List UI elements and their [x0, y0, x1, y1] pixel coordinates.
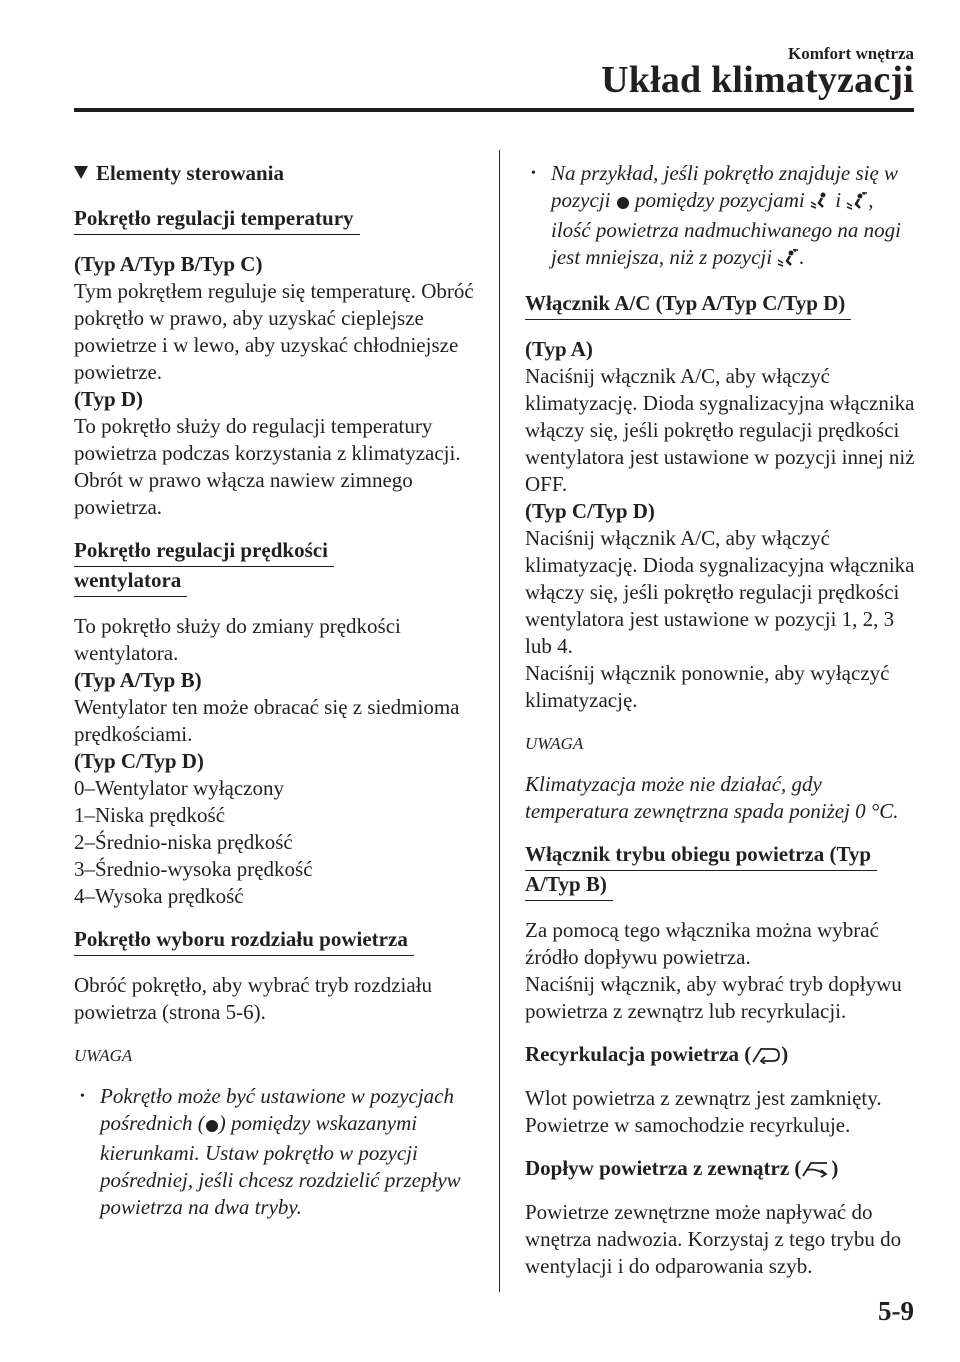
ac-type-cd-text2: Naciśnij włącznik ponownie, aby wyłączyć klimatyzację. [525, 661, 890, 712]
fan-type-ab-text: Wentylator ten może obracać się z siedmioma prędkościami. [74, 695, 460, 746]
temp-type-d-text: To pokrętło służy do regulacji temperatury powietrza podczas korzystania z klimatyzacji. Obrót w prawo włącza nawiew zimnego powietrza. [74, 414, 461, 519]
note-label: UWAGA [525, 734, 584, 753]
outside-mode-text: Powietrze zewnętrzne może napływać do wnętrza nadwozia. Korzystaj z tego trybu do wentylacji i do odparowania szyb. [525, 1200, 902, 1278]
recirc-mode-text: Wlot powietrza z zewnątrz jest zamknięty. Powietrze w samochodzie recyrkuluje. [525, 1086, 882, 1137]
page-number: 5-9 [878, 1296, 914, 1326]
feet-airflow-icon [810, 190, 830, 217]
recirc-heading: Włącznik trybu obiegu powietrza (Typ A/Typ B) [525, 841, 917, 917]
note-label: UWAGA [74, 1046, 133, 1065]
bullet-dot-icon: • [80, 1089, 85, 1104]
ac-type-cd-text: Naciśnij włącznik A/C, aby włączyć klimatyzację. Dioda sygnalizacyjna włącznika włączy się, jeśli pokrętło regulacji prędkości wentylatora jest ustawione w pozycji 1, 2, 3 lub 4. [525, 526, 915, 658]
left-column [74, 160, 474, 1221]
page-title: Układ klimatyzacji [601, 59, 914, 101]
fan-type-cd: (Typ C/Typ D) [74, 749, 204, 773]
column-divider [499, 150, 500, 1292]
temp-type-d: (Typ D) [74, 387, 144, 411]
fan-heading: Pokrętło regulacji prędkości wentylatora [74, 537, 474, 613]
example-bullet: • Na przykład, jeśli pokrętło znajduje się w pozycji pomiędzy pozycjami i , ilość powietrza nadmuchiwanego na nogi jest mniejsza, niż z pozycji . [525, 160, 917, 274]
ac-type-cd: (Typ C/Typ D) [525, 499, 655, 523]
right-column [525, 160, 917, 1280]
ac-block [525, 336, 917, 714]
bullet-dot-icon: • [531, 166, 536, 181]
triangle-marker-icon [74, 166, 88, 179]
dist-heading: Pokrętło wyboru rozdziału powietrza [74, 926, 414, 956]
recirc-text1: Za pomocą tego włącznika można wybrać źródło dopływu powietrza. [525, 918, 879, 969]
ac-type-a: (Typ A) [525, 337, 593, 361]
feet-defrost-icon [846, 190, 868, 217]
fan-intro: To pokrętło służy do zmiany prędkości wentylatora. [74, 614, 401, 665]
dist-text: Obróć pokrętło, aby wybrać tryb rozdziału powietrza (strona 5-6). [74, 973, 433, 1024]
fan-speed-item: 0–Wentylator wyłączony [74, 776, 284, 800]
fan-block [74, 613, 474, 910]
recirc-mode-label: Recyrkulacja powietrza ( ) [525, 1041, 917, 1071]
intermediate-dot-icon [205, 1113, 219, 1140]
ac-heading: Włącznik A/C (Typ A/Typ C/Typ D) [525, 290, 851, 320]
outside-air-icon [801, 1158, 831, 1185]
fan-speed-item: 1–Niska prędkość [74, 803, 226, 827]
feet-defrost-icon [777, 247, 799, 274]
header-rule [74, 108, 914, 112]
recirc-text2: Naciśnij włącznik, aby wybrać tryb dopływu powietrza z zewnątrz lub recyrkulacji. [525, 972, 902, 1023]
fan-speed-item: 2–Średnio-niska prędkość [74, 830, 293, 854]
fan-speed-item: 3–Średnio-wysoka prędkość [74, 857, 313, 881]
note-bullet: • Pokrętło może być ustawione w pozycjach pośrednich ( ) pomiędzy wskazanymi kierunkami. Ustaw pokrętło w pozycji pośredniej, jeśli chcesz rozdzielić przepływ powietrza na dwa tryby. [80, 1084, 461, 1219]
page-header-subtitle: Komfort wnętrza [787, 44, 914, 63]
recirc-block [525, 917, 917, 1025]
intermediate-dot-icon [616, 190, 630, 217]
recirculation-icon [751, 1044, 781, 1071]
dist-block [74, 972, 474, 1026]
temp-type-abc: (Typ A/Typ B/Typ C) [74, 252, 263, 276]
temp-type-abc-text: Tym pokrętłem reguluje się temperaturę. Obróć pokrętło w prawo, aby uzyskać cieplejsze powietrze i w lewo, aby uzyskać chłodniejsze powietrze. [74, 279, 474, 384]
temp-heading: Pokrętło regulacji temperatury [74, 205, 360, 235]
outside-mode-label: Dopływ powietrza z zewnątrz ( ) [525, 1155, 917, 1185]
fan-type-ab: (Typ A/Typ B) [74, 668, 202, 692]
ac-note-text: Klimatyzacja może nie działać, gdy temperatura zewnętrzna spada poniżej 0 °C. [525, 772, 899, 823]
temp-block [74, 251, 474, 521]
section-heading: Elementy sterowania [74, 160, 474, 187]
fan-speed-item: 4–Wysoka prędkość [74, 884, 244, 908]
ac-type-a-text: Naciśnij włącznik A/C, aby włączyć klimatyzację. Dioda sygnalizacyjna włącznika włączy się, jeśli pokrętło regulacji prędkości wentylatora jest ustawione w pozycji innej niż OFF. [525, 364, 915, 496]
